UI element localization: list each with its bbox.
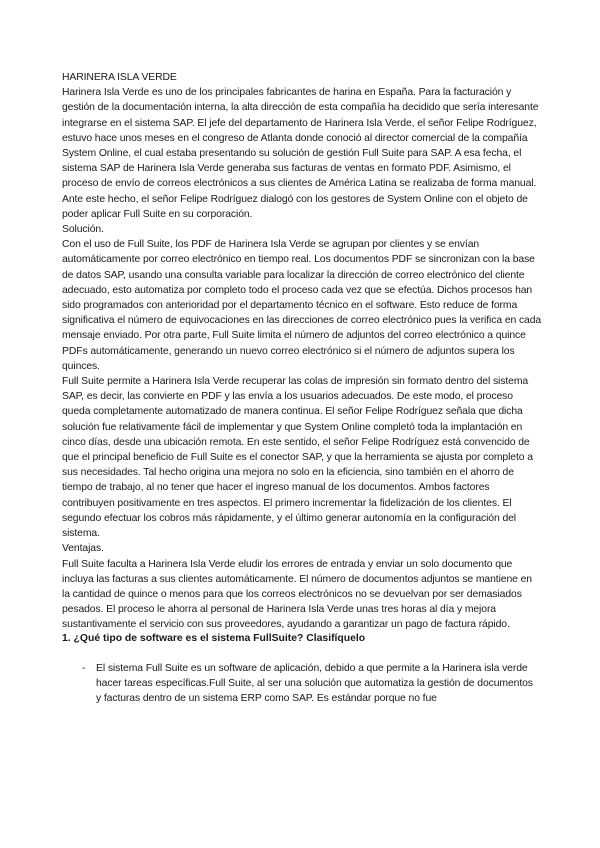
list-item [62,661,552,707]
answer-list [62,661,552,707]
case-study-text [62,70,542,633]
intro-paragraph: Harinera Isla Verde es uno de los principales fabricantes de harina en España. Para la facturación y gestión de la documentación interna, la alta dirección de esta compañía ha decidido que sería interesante integrarse en el sistema SAP. El jefe del departamento de Harinera Isla Verde, el señor Felipe Rodríguez, estuvo hace unos meses en el congreso de Atlanta donde conoció al director comercial de la compañía System Online, el cual estaba presentando su solución de gestión Full Suite para SAP. A esa fecha, el sistema SAP de Harinera Isla Verde generaba sus facturas de ventas en formato PDF. Asimismo, el proceso de envío de correos electrónicos a sus clientes de América Latina se realizaba de forma manual. Ante este hecho, el señor Felipe Rodríguez dialogó con los gestores de System Online con el objeto de poder aplicar Full Suite en su corporación. [62,87,539,220]
document-title: HARINERA ISLA VERDE [62,72,177,83]
solution-paragraph-1: Con el uso de Full Suite, los PDF de Harinera Isla Verde se agrupan por clientes y se envían automáticamente por correo electrónico en tiempo real. Los documentos PDF se sincronizan con la base de datos SAP, usando una consulta variable para localizar la dirección de correo electrónico del cliente adecuado, esto automatiza por completo todo el proceso cada vez que se efectúa. Dichos procesos han sido programados con anterioridad por el departamento técnico en el software. Esto reduce de forma significativa el número de equivocaciones en las direcciones de correo electrónico pues la verifica en cada mensaje enviado. Por otra parte, Full Suite limita el número de adjuntos del correo electrónico a quince PDFs automáticamente, generando un nuevo correo electrónico si el número de adjuntos supera los quinces. [62,239,542,372]
bullet-dash: - [82,663,86,674]
answer-text: El sistema Full Suite es un software de aplicación, debido a que permite a la Harinera isla verde hacer tareas específicas.Full Suite, al ser una solución que automatiza la gestión de documentos y facturas dentro de un sistema ERP como SAP. Es estándar porque no fue [96,663,533,705]
question-1: 1. ¿Qué tipo de software es el sistema FullSuite? Clasifíquelo [62,633,366,644]
solution-heading: Solución. [62,224,104,236]
advantages-heading: Ventajas. [62,543,104,555]
solution-paragraph-2: Full Suite permite a Harinera Isla Verde recuperar las colas de impresión sin formato dentro del sistema SAP, es decir, las convierte en PDF y las envía a los usuarios adecuados. De este modo, el proceso queda completamente automatizado de manera continua. El señor Felipe Rodríguez señala que dicha solución fue relativamente fácil de implementar y que System Online completó toda la implantación en cinco días, desde una ubicación remota. En este sentido, el señor Felipe Rodríguez está convencido de que el principal beneficio de Full Suite es el conector SAP, y que la herramienta se ajusta por completo a sus necesidades. Tal hecho origina una mejora no solo en la eficiencia, sino también en el ahorro de tiempo de trabajo, al no tener que hacer el ingreso manual de los documentos. Ambos factores contribuyen positivamente en tres aspectos. El primero incrementar la fidelización de los clientes. El segundo efectuar los cobros más rápidamente, y el último generar autonomía en la configuración del sistema. [62,376,533,540]
advantages-paragraph: Full Suite faculta a Harinera Isla Verde eludir los errores de entrada y enviar un solo documento que incluya las facturas a sus clientes automáticamente. El número de documentos adjuntos se mantiene en la cantidad de quince o menos para que los correos electrónicos no se devuelvan por ser demasiados pesados. El proceso le ahorra al personal de Harinera Isla Verde unas tres horas al día y mejora sustantivamente el servicio con sus proveedores, ayudando a garantizar un pago de factura rápido. [62,558,532,631]
